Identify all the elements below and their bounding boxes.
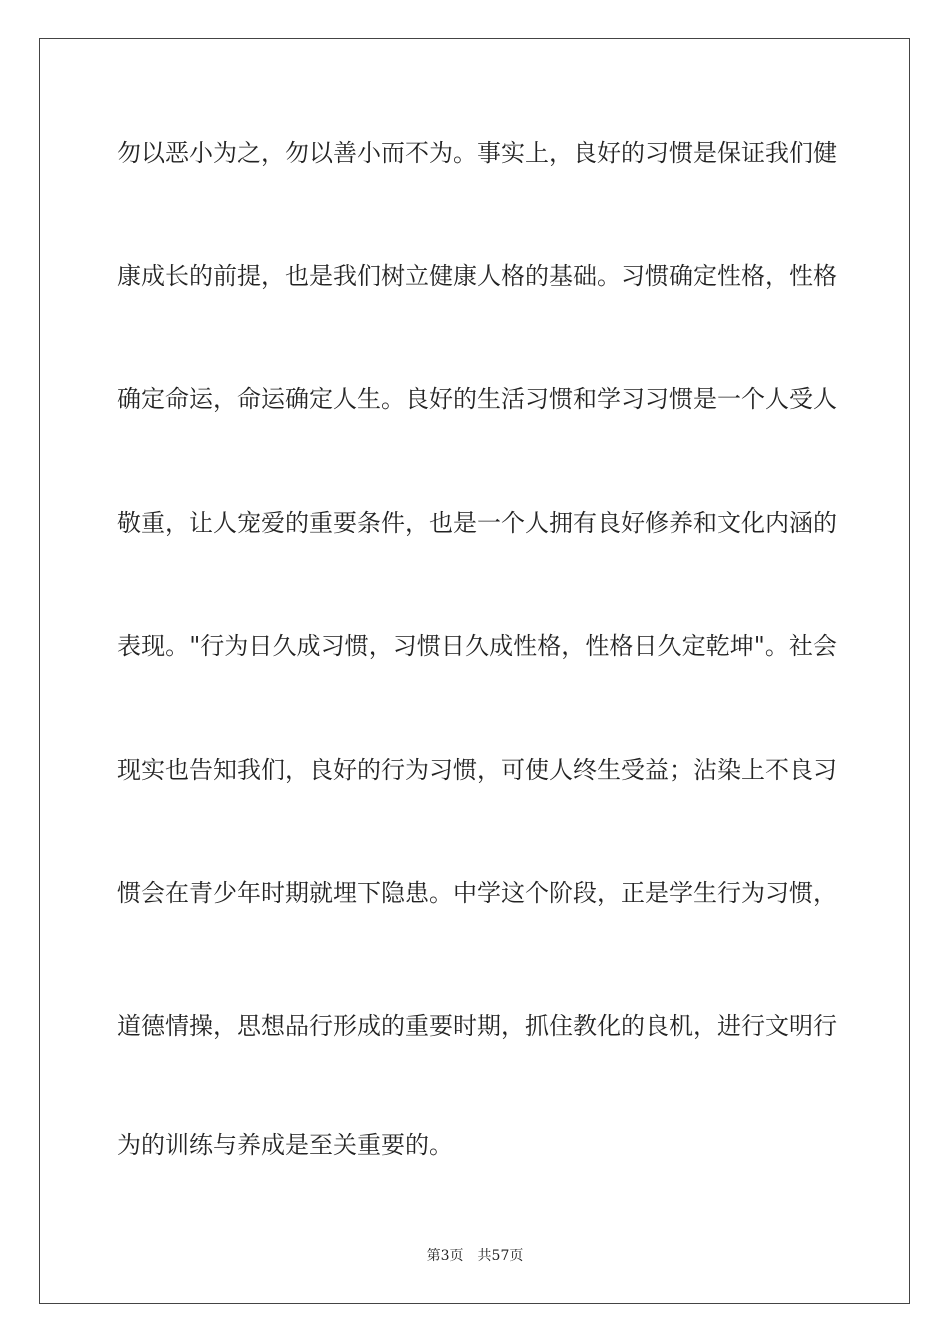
text-line: 表现。"行为日久成习惯，习惯日久成性格，性格日久定乾坤"。社会 xyxy=(117,632,837,660)
text-line: 敬重，让人宠爱的重要条件，也是一个人拥有良好修养和文化内涵的 xyxy=(117,509,837,537)
text-line: 康成长的前提，也是我们树立健康人格的基础。习惯确定性格，性格 xyxy=(117,262,837,290)
page-total: 共57页 xyxy=(477,1248,524,1264)
page-number: 第3页 xyxy=(426,1248,464,1264)
page-footer xyxy=(0,1247,950,1265)
text-line: 为的训练与养成是至关重要的。 xyxy=(117,1131,453,1159)
text-line: 确定命运，命运确定人生。良好的生活习惯和学习习惯是一个人受人 xyxy=(117,385,837,413)
text-line: 道德情操，思想品行形成的重要时期，抓住教化的良机，进行文明行 xyxy=(117,1012,837,1040)
text-line: 惯会在青少年时期就埋下隐患。中学这个阶段，正是学生行为习惯， xyxy=(117,879,837,907)
text-line: 现实也告知我们，良好的行为习惯，可使人终生受益；沾染上不良习 xyxy=(117,756,837,784)
text-line: 勿以恶小为之，勿以善小而不为。事实上，良好的习惯是保证我们健 xyxy=(117,139,837,167)
page-border xyxy=(39,38,910,1304)
